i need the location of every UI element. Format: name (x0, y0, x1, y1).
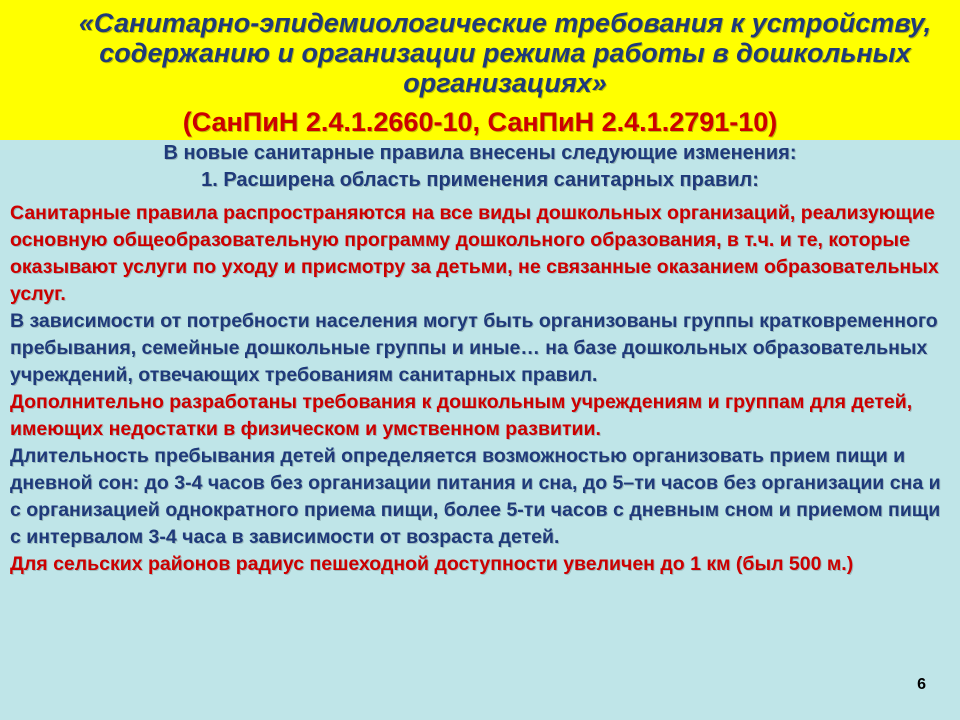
intro-line: В новые санитарные правила внесены следующие изменения: (163, 142, 797, 164)
paragraph-rural-radius: Для сельских районов радиус пешеходной доступности увеличен до 1 км (был 500 м.) (10, 553, 854, 575)
slide-subtitle: (СанПиН 2.4.1.2660-10, СанПиН 2.4.1.2791-10) (182, 107, 778, 137)
point-heading: 1. Расширена область применения санитарных правил: (201, 169, 759, 191)
paragraph-groups: В зависимости от потребности населения могут быть организованы группы кратковременного пребывания, семейные дошкольные группы и иные… на базе дошкольных образовательных учреждений, отвечающих требованиям санитарных правил. (10, 310, 938, 386)
paragraph-scope: Санитарные правила распространяются на все виды дошкольных организаций, реализующие основную общеобразовательную программу дошкольного образования, в т.ч. и те, которые оказывают услуги по уходу и присмотру за детьми, не связанные оказанием образовательных услуг. (10, 202, 939, 305)
page-number: 6 (917, 676, 926, 693)
slide-body (10, 200, 945, 578)
paragraph-special-needs: Дополнительно разработаны требования к дошкольным учреждениям и группам для детей, имеющих недостатки в физическом и умственном развитии. (10, 391, 913, 440)
paragraph-duration: Длительность пребывания детей определяется возможностью организовать прием пищи и дневной сон: до 3-4 часов без организации питания и сна, до 5–ти часов без организации сна и с организацией однократного приема пищи, более 5-ти часов с дневным сном и приемом пищи с интервалом 3-4 часа в зависимости от возраста детей. (10, 445, 941, 548)
title-banner (0, 0, 960, 140)
slide-title: «Санитарно-эпидемиологические требования к устройству, содержанию и организации режима работы в дошкольных организациях» (78, 8, 932, 98)
